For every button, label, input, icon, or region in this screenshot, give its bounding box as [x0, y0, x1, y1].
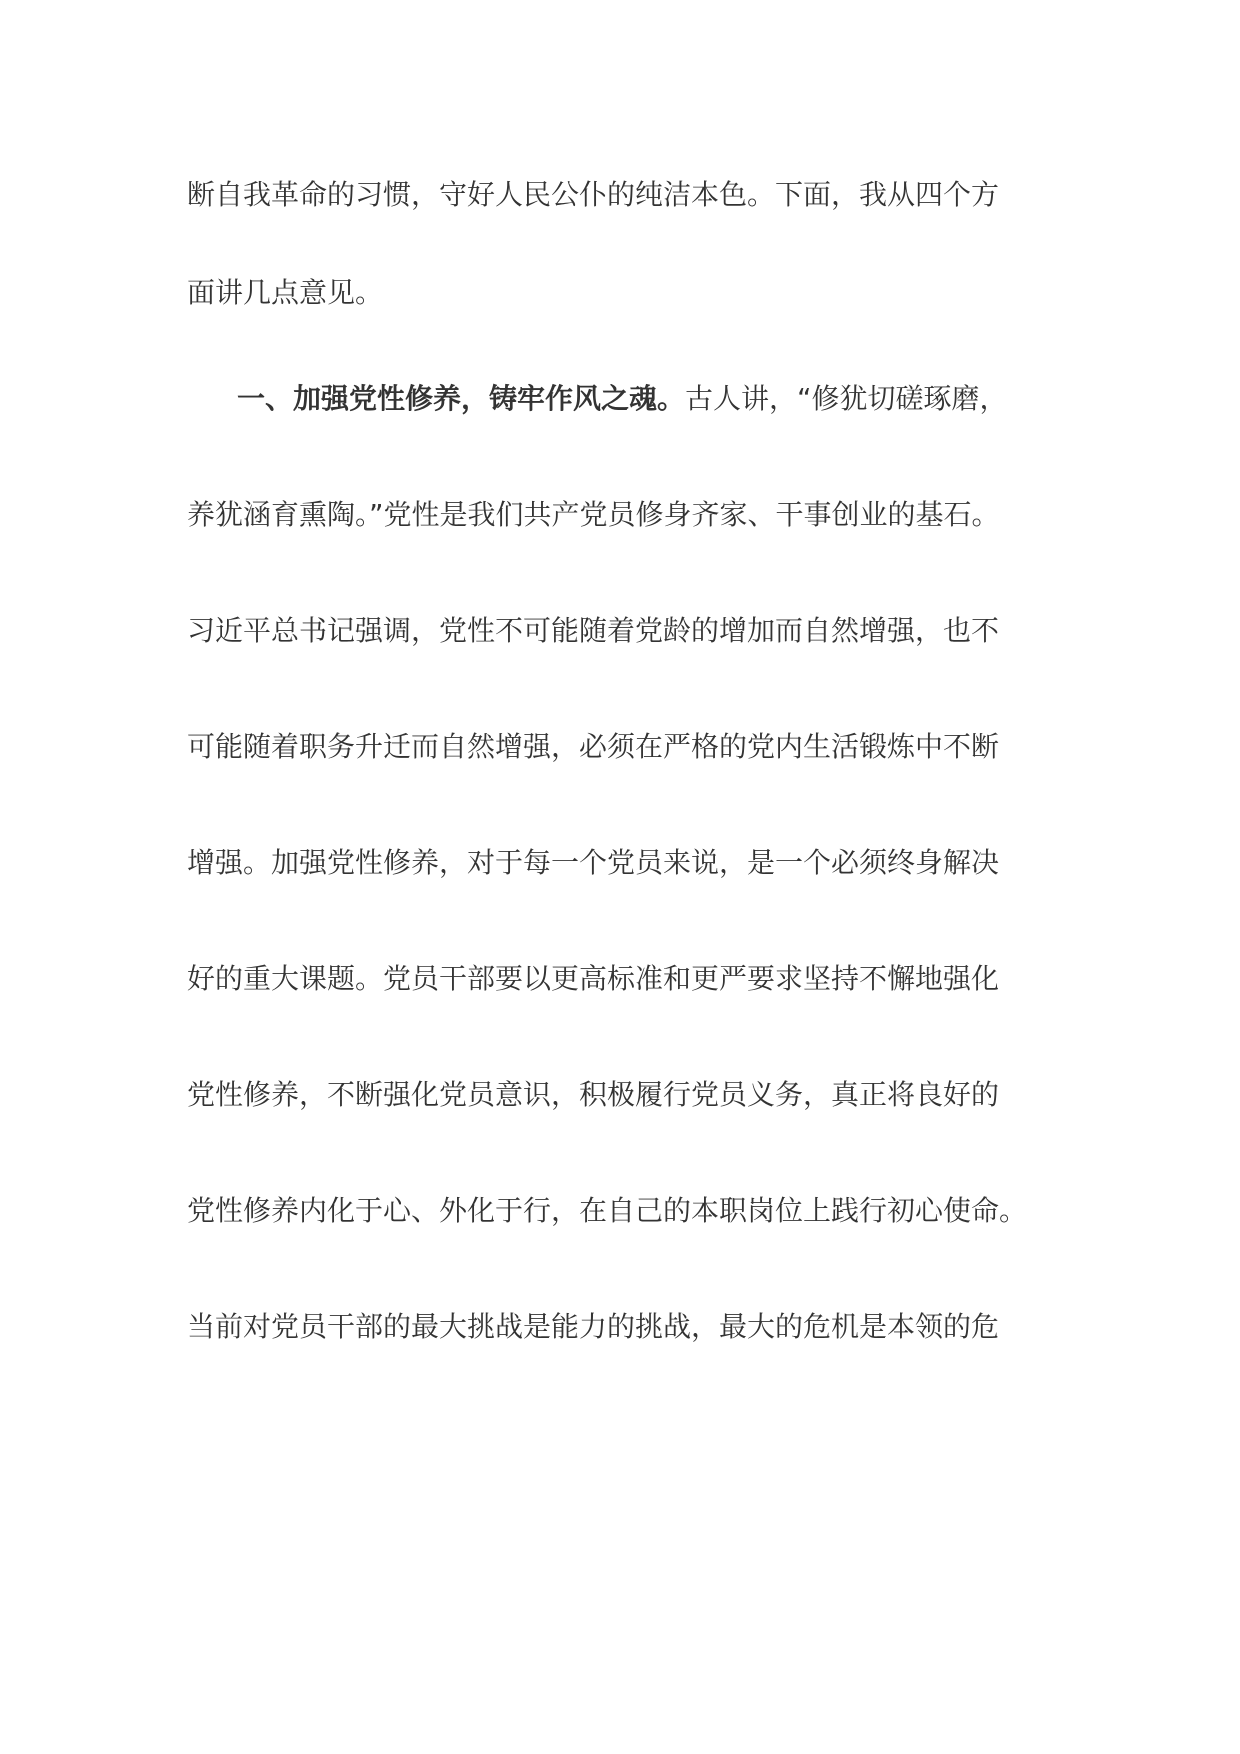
paragraph-line: 党性修养，不断强化党员意识，积极履行党员义务，真正将良好的	[187, 1078, 1000, 1111]
paragraph-line: 可能随着职务升迁而自然增强，必须在严格的党内生活锻炼中不断	[187, 730, 1000, 763]
section-heading: 一、加强党性修养，铸牢作风之魂。	[237, 382, 686, 415]
section-heading-line	[237, 377, 1137, 421]
paragraph-line: 习近平总书记强调，党性不可能随着党龄的增加而自然增强，也不	[187, 614, 1000, 647]
paragraph-line: 断自我革命的习惯，守好人民公仆的纯洁本色。下面，我从四个方	[187, 178, 1000, 211]
heading-continuation: 古人讲，“修犹切磋琢磨，	[685, 382, 1008, 415]
paragraph-line: 养犹涵育熏陶。”党性是我们共产党员修身齐家、干事创业的基石。	[187, 498, 1000, 531]
paragraph-line: 好的重大课题。党员干部要以更高标准和更严要求坚持不懈地强化	[187, 962, 1000, 995]
paragraph-line: 面讲几点意见。	[187, 276, 384, 309]
paragraph-line: 党性修养内化于心、外化于行，在自己的本职岗位上践行初心使命。	[187, 1194, 1028, 1227]
paragraph-line: 增强。加强党性修养，对于每一个党员来说，是一个必须终身解决	[187, 846, 1000, 879]
paragraph-line: 当前对党员干部的最大挑战是能力的挑战，最大的危机是本领的危	[187, 1310, 1000, 1343]
